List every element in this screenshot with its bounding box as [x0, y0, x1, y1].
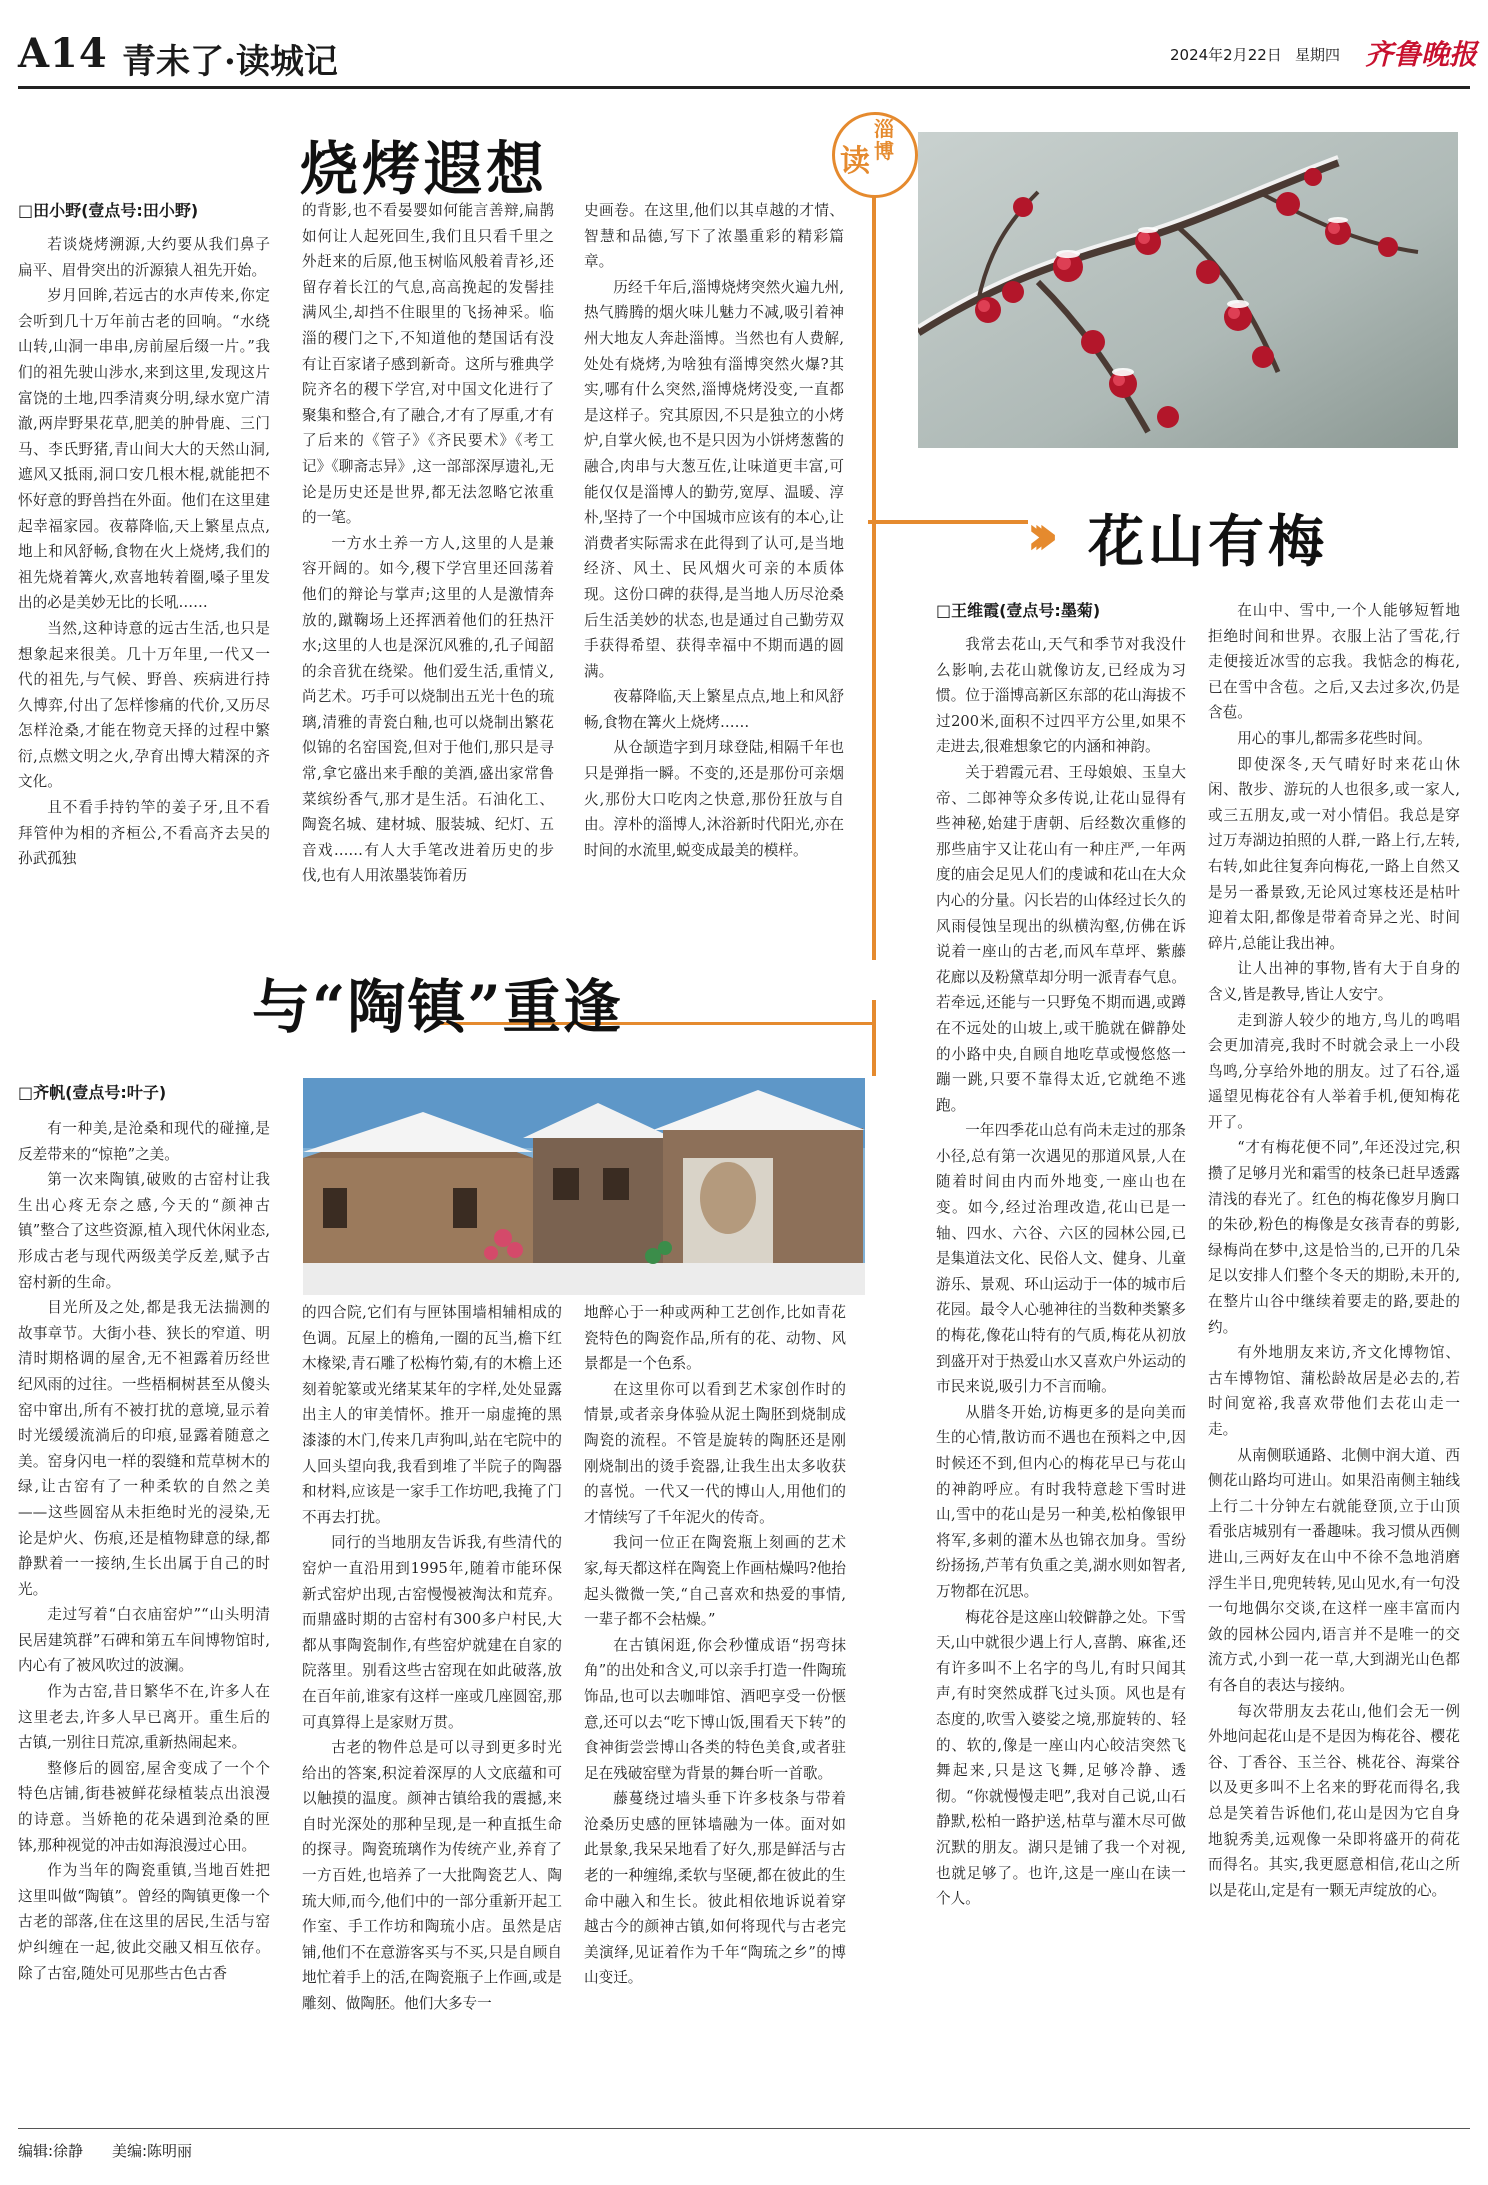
article-byline: □齐帆(壹点号:叶子) — [18, 1083, 167, 1102]
article-column — [584, 1300, 846, 2122]
header-rule — [18, 86, 1470, 89]
paragraph: 每次带朋友去花山,他们会无一例外地问起花山是不是因为梅花谷、樱花谷、丁香谷、玉兰谷、桃花谷、海棠谷以及更多叫不上名来的野花而得名,我总是笑着告诉他们,花山是因为它自身地貌秀美,远观像一朵即将盛开的荷花而得名。其实,我更愿意相信,花山之所以是花山,定是有一颗无声绽放的心。 — [1208, 1702, 1460, 1899]
paragraph: 关于碧霞元君、王母娘娘、玉皇大帝、二郎神等众多传说,让花山显得有些神秘,始建于唐朝、后经数次重修的那些庙宇又让花山有一种庄严,一年两度的庙会足见人们的虔诚和花山在大众内心的分量。闪长岩的山体经过长久的风雨侵蚀呈现出的纵横沟壑,仿佛在诉说着一座山的古老,而风车草坪、紫藤花廊以及粉黛草却分明一派青春气息。若牵远,还能与一只野兔不期而遇,或蹲在不远处的山坡上,或干脆就在僻静处的小路中央,自顾自地吃草或慢悠悠一蹦一跳,只要不靠得太近,它就绝不逃跑。 — [936, 763, 1186, 1114]
newspaper-logo: 齐鲁晚报 — [1365, 38, 1478, 71]
paragraph: 整修后的圆窑,屋舍变成了一个个特色店铺,街巷被鲜花绿植装点出浪漫的诗意。当娇艳的花朵遇到沧桑的匣钵,那种视觉的冲击如海浪漫过心田。 — [18, 1759, 270, 1854]
divider-line — [868, 520, 1028, 524]
paragraph: 有外地朋友来访,齐文化博物馆、古车博物馆、蒲松龄故居是必去的,若时间宽裕,我喜欢带他们去花山走一走。 — [1208, 1344, 1460, 1438]
paragraph: 从南侧联通路、北侧中润大道、西侧花山路均可进山。如果沿南侧主轴线上行二十分钟左右就能登顶,立于山顶看张店城别有一番趣味。我习惯从西侧进山,三两好友在山中不徐不急地消磨浮生半日,兜兜转转,见山见水,有一句没一句地偶尔交谈,在这样一座丰富而内敛的园林公园内,语言并不是唯一的交流方式,小到一花一草,大到湖光山色都有各自的表达与接纳。 — [1208, 1446, 1460, 1694]
chevron-arrows-icon: ››› — [1026, 503, 1042, 568]
article-column — [302, 198, 554, 952]
paragraph: 走到游人较少的地方,鸟儿的鸣唱会更加清亮,我时不时就会录上一小段鸟鸣,分享给外地的朋友。过了石谷,遥遥望见梅花谷有人举着手机,便知梅花开了。 — [1208, 1011, 1460, 1131]
paragraph: 若谈烧烤溯源,大约要从我们鼻子扁平、眉骨突出的沂源猿人祖先开始。 — [18, 236, 270, 279]
paragraph: 地醉心于一种或两种工艺创作,比如青花瓷特色的陶瓷作品,所有的花、动物、风景都是一个色系。 — [584, 1304, 846, 1373]
paragraph: 史画卷。在这里,他们以其卓越的才情、智慧和品德,写下了浓墨重彩的精彩篇章。 — [584, 202, 844, 271]
paragraph: 让人出神的事物,皆有大于自身的含义,皆是教导,皆让人安宁。 — [1208, 960, 1460, 1003]
paragraph: 当然,这种诗意的远古生活,也只是想象起来很美。几十万年里,一代又一代的祖先,与气候、野兽、疾病进行持久博弈,付出了怎样惨痛的代价,又历尽怎样沧桑,才能在物竞天择的过程中繁衍,点燃文明之火,孕育出博大精深的齐文化。 — [18, 619, 270, 791]
paragraph: “才有梅花便不同”,年还没过完,积攒了足够月光和霜雪的枝条已赶早透露清浅的春光了。红色的梅花像岁月胸口的朱砂,粉色的梅像是女孩青春的剪影,绿梅尚在梦中,这是恰当的,已开的几朵足以安排人们整个冬天的期盼,未开的,在整片山谷中继续着要走的路,要赴的约。 — [1208, 1139, 1460, 1336]
paragraph: 的背影,也不看晏婴如何能言善辩,扁鹊如何让人起死回生,我们且只看千里之外赶来的后原,他玉树临风般着青衫,还留存着长江的气息,高高挽起的发髻挂满风尘,却挡不住眼里的飞扬神采。临淄的稷门之下,不知道他的楚国话有没有让百家诸子感到新奇。这所与雅典学院齐名的稷下学宫,对中国文化进行了聚集和整合,有了融合,才有了厚重,才有了后来的《管子》《齐民要术》《考工记》《聊斋志异》,这一部部深厚遗礼,无论是历史还是世界,都无法忽略它浓重的一笔。 — [302, 202, 554, 527]
paragraph: 且不看手持钓竿的姜子牙,且不看拜管仲为相的齐桓公,不看高齐去吴的孙武孤独 — [18, 799, 270, 868]
article-column — [302, 1300, 562, 2122]
paragraph: 同行的当地朋友告诉我,有些清代的窑炉一直沿用到1995年,随着市能环保新式窑炉出现,古窑慢慢被淘汰和荒弃。而鼎盛时期的古窑村有300多户村民,大都从事陶瓷制作,有些窑炉就建在自家的院落里。别看这些古窑现在如此破落,放在百年前,谁家有这样一座或几座圆窑,那可真算得上是家财万贯。 — [302, 1534, 562, 1731]
paragraph: 一方水土养一方人,这里的人是兼容开阔的。如今,稷下学宫里还回荡着他们的辩论与掌声;这里的人是激情奔放的,蹴鞠场上还挥洒着他们的狂热汗水;这里的人也是深沉风雅的,孔子闻韶的余音犹在绕梁。他们爱生活,重情义,尚艺术。巧手可以烧制出五光十色的琉璃,清雅的青瓷白釉,也可以烧制出繁花似锦的名窑国瓷,但对于他们,那只是寻常,拿它盛出来手酿的美酒,盛出家常鲁菜缤纷香气,那才是生活。石油化工、陶瓷名城、建材城、服装城、纪灯、五音戏……有人大手笔改进着历史的步伐,也有人用浓墨装饰着历 — [302, 534, 554, 885]
paragraph: 在古镇闲逛,你会秒懂成语“拐弯抹角”的出处和含义,可以亲手打造一件陶琉饰品,也可以去咖啡馆、酒吧享受一份惬意,还可以去“吃下博山饭,围看天下转”的食神街尝尝博山各类的特色美食,或者驻足在残破窑壁为背景的舞台听一首歌。 — [584, 1636, 846, 1782]
paragraph: 第一次来陶镇,破败的古窑村让我生出心疼无奈之感,今天的“颜神古镇”整合了这些资源,植入现代休闲业态,形成古老与现代两级美学反差,赋予古窑村新的生命。 — [18, 1171, 270, 1291]
divider-line — [872, 190, 876, 960]
paragraph: 梅花谷是这座山较僻静之处。下雪天,山中就很少遇上行人,喜鹊、麻雀,还有许多叫不上名字的鸟儿,有时只闻其声,有时突然成群飞过头顶。风也是有态度的,吹雪入婆娑之境,那旋转的、轻的、软的,像是一座山内心皎洁突然飞舞起来,只是这飞舞,足够冷静、透彻。“你就慢慢走吧”,我对自己说,山石静默,松柏一路护送,枯草与灌木尽可做沉默的朋友。湖只是铺了我一个对视,也就足够了。也许,这是一座山在读一个人。 — [936, 1608, 1186, 1908]
article-title: 与“陶镇”重逢 — [252, 973, 623, 1041]
paragraph: 我常去花山,天气和季节对我没什么影响,去花山就像访友,已经成为习惯。位于淄博高新区东部的花山海拔不过200米,面积不过四平方公里,如果不走进去,很难想象它的内涵和神韵。 — [936, 636, 1186, 756]
paragraph: 有一种美,是沧桑和现代的碰撞,是反差带来的“惊艳”之美。 — [18, 1120, 270, 1163]
paragraph: 目光所及之处,都是我无法揣测的故事章节。大街小巷、狭长的窄道、明清时期格调的屋舍,无不袒露着历经世纪风雨的过往。一些梧桐树甚至从傻头窑中窜出,所有不被打扰的意境,显示着时光缓缓流淌后的印痕,显露着随意之美。窑身闪电一样的裂缝和荒草树木的绿,让古窑有了一种柔软的自然之美——这些圆窑从未拒绝时光的浸染,无论是炉火、伤痕,还是植物肆意的绿,都静默着一一接纳,生长出属于自己的时光。 — [18, 1299, 270, 1598]
paragraph: 用心的事儿,都需多花些时间。 — [1237, 729, 1432, 747]
issue-weekday: 星期四 — [1295, 46, 1341, 64]
article-byline: □田小野(壹点号:田小野) — [18, 201, 199, 220]
paragraph: 岁月回眸,若远古的水声传来,你定会听到几十万年前古老的回响。“水绕山转,山洞一串串,房前屋后缀一片。”我们的祖先驶山涉水,来到这里,发现这片富饶的土地,四季清爽分明,绿水宽广清澈,两岸野果花草,肥美的肿骨鹿、三门马、李氏野猪,青山间大大的天然山洞,遮风又抵雨,洞口安几根木棍,就能把不怀好意的野兽挡在外面。他们在这里建起幸福家园。夜幕降临,天上繁星点点,地上和风舒畅,食物在火上烧烤,我们的祖先烧着篝火,欢喜地转着圈,嗓子里发出的必是美妙无比的长吼…… — [18, 287, 270, 612]
issue-date: 2024年2月22日 — [1170, 46, 1282, 64]
footer-rule — [18, 2128, 1470, 2129]
article-title: 花山有梅 — [1088, 509, 1328, 575]
designer-credit: 美编:陈明丽 — [112, 2142, 193, 2160]
paragraph: 古老的物件总是可以寻到更多时光给出的答案,积淀着深厚的人文底蕴和可以触摸的温度。颜神古镇给我的震撼,来自时光深处的那种呈现,是一种直抵生命的探寻。陶瓷琉璃作为传统产业,养育了一方百姓,也培养了一大批陶瓷艺人、陶琉大师,而今,他们中的一部分重新开起工作室、手工作坊和陶琉小店。虽然是店铺,他们不在意游客买与不买,只是自顾自地忙着手上的活,在陶瓷瓶子上作画,或是雕刻、做陶胚。他们大多专一 — [302, 1739, 562, 2013]
paragraph: 作为当年的陶瓷重镇,当地百姓把这里叫做“陶镇”。曾经的陶镇更像一个古老的部落,住在这里的居民,生活与窑炉纠缠在一起,彼此交融又相互依存。除了古窑,随处可见那些古色古香 — [18, 1862, 270, 1982]
paragraph: 藤蔓绕过墙头垂下许多枝条与带着沧桑历史感的匣钵墙融为一体。面对如此景象,我呆呆地看了好久,那是鲜活与古老的一种缠绵,柔软与坚硬,都在彼此的生命中融入和生长。彼此相依地诉说着穿越古今的颜神古镇,如何将现代与古老完美演绎,见证着作为千年“陶琉之乡”的博山变迁。 — [584, 1790, 846, 1987]
paragraph: 我问一位正在陶瓷瓶上刻画的艺术家,每天都这样在陶瓷上作画枯燥吗?他抬起头微微一笑,“自己喜欢和热爱的事情,一辈子都不会枯燥。” — [584, 1534, 846, 1629]
article-title: 烧烤遐想 — [300, 135, 549, 203]
article-column — [18, 232, 270, 952]
paragraph: 从腊冬开始,访梅更多的是向美而生的心情,散访而不遇也在预料之中,因时候还不到,但内心的梅花早已与花山的神韵呼应。有时我特意趁下雪时进山,雪中的花山是另一种美,松柏像银甲将军,多刺的灌木丛也锦衣加身。雪纷纷扬扬,芦苇有负重之美,湖水则如智者,万物都在沉思。 — [936, 1403, 1186, 1600]
article-column — [1208, 598, 1460, 2122]
paragraph: 的四合院,它们有与匣钵围墙相辅相成的色调。瓦屋上的檐角,一圈的瓦当,檐下红木椽梁,青石雕了松梅竹菊,有的木檐上还刻着鸵篆或光绪某某年的字样,处处显露出主人的审美情怀。推开一扇虚掩的黑漆漆的木门,传来几声狗叫,站在宅院中的人回头望向我,我看到堆了半院子的陶器和材料,应该是一家手工作坊吧,我掩了门不再去打扰。 — [302, 1304, 562, 1526]
page-number: A14 — [18, 30, 108, 77]
paragraph: 走过写着“白衣庙窑炉”“山头明清民居建筑群”石碑和第五车间博物馆时,内心有了被风吹过的波澜。 — [18, 1606, 270, 1675]
plum-blossom-illustration — [918, 132, 1458, 448]
badge-sub-text: 淄博 — [874, 117, 894, 163]
paragraph: 在这里你可以看到艺术家创作时的情景,或者亲身体验从泥土陶胚到烧制成陶瓷的流程。不管是旋转的陶胚还是刚刚烧制出的烫手瓷器,让我生出太多收获的喜悦。一代又一代的博山人,用他们的才情续写了千年泥火的传奇。 — [584, 1380, 846, 1526]
plum-blossom-photo — [918, 132, 1458, 448]
paragraph: 在山中、雪中,一个人能够短暂地拒绝时间和世界。衣服上沾了雪花,行走便接近冰雪的忘我。我惦念的梅花,已在雪中含苞。之后,又去过多次,仍是含苞。 — [1208, 602, 1460, 722]
ceramic-town-illustration — [303, 1078, 865, 1295]
divider-line — [872, 1000, 876, 1076]
ceramic-town-photo — [303, 1078, 865, 1295]
paragraph: 从仓颉造字到月球登陆,相隔千年也只是弹指一瞬。不变的,还是那份可亲烟火,那份大口吃肉之快意,那份狂放与自由。淳朴的淄博人,沐浴新时代阳光,亦在时间的水流里,蜕变成最美的模样。 — [584, 739, 844, 859]
article-column — [18, 1116, 270, 2122]
paragraph: 一年四季花山总有尚未走过的那条小径,总有第一次遇见的那道风景,人在随着时间由内而外地变,一座山也在变。如今,经过治理改造,花山已是一轴、四水、六谷、六区的园林公园,已是集道法文化、民俗人文、健身、儿童游乐、景观、环山运动于一体的城市后花园。最令人心驰神往的当数种类繁多的梅花,像花山特有的气质,梅花从初放到盛开对于热爱山水又喜欢户外运动的市民来说,吸引力不言而喻。 — [936, 1122, 1186, 1396]
editor-credit: 编辑:徐静 — [18, 2142, 84, 2160]
paragraph: 历经千年后,淄博烧烤突然火遍九州,热气腾腾的烟火味儿魅力不减,吸引着神州大地友人奔赴淄博。当然也有人费解,处处有烧烤,为啥独有淄博突然火爆?其实,哪有什么突然,淄博烧烤没变,一直都是这样子。究其原因,不只是独立的小烤炉,自掌火候,也不是只因为小饼烤葱酱的融合,肉串与大葱互佐,让味道更丰富,可能仅仅是淄博人的勤劳,宽厚、温暖、淳朴,坚持了一个中国城市应该有的本心,让消费者实际需求在此得到了认可,是当地经济、风土、民风烟火可亲的本质体现。这份口碑的获得,是当地人历尽沧桑后生活美妙的状态,也是通过自己勤劳双手获得希望、获得幸福中不期而遇的圆满。 — [584, 278, 844, 680]
article-byline: □王维霞(壹点号:墨菊) — [936, 601, 1101, 620]
paragraph: 即使深冬,天气晴好时来花山休闲、散步、游玩的人也很多,或一家人,或三五朋友,或一对小情侣。我总是穿过万寿湖边拍照的人群,一路上行,左转,右转,如此往复奔向梅花,一路上自然又是另一番景致,无论风过寒枝还是枯叶迎着太阳,都像是带着奇异之光、时间碎片,总能让我出神。 — [1208, 755, 1460, 952]
section-title: 青未了·读城记 — [122, 42, 338, 82]
article-column — [584, 198, 844, 952]
article-column — [936, 632, 1186, 2122]
paragraph: 夜幕降临,天上繁星点点,地上和风舒畅,食物在篝火上烧烤…… — [584, 688, 844, 731]
badge-main-char: 读 — [840, 144, 870, 179]
paragraph: 作为古窑,昔日繁华不在,许多人在这里老去,许多人早已离开。重生后的古镇,一别往日荒凉,重新热闹起来。 — [18, 1683, 270, 1752]
